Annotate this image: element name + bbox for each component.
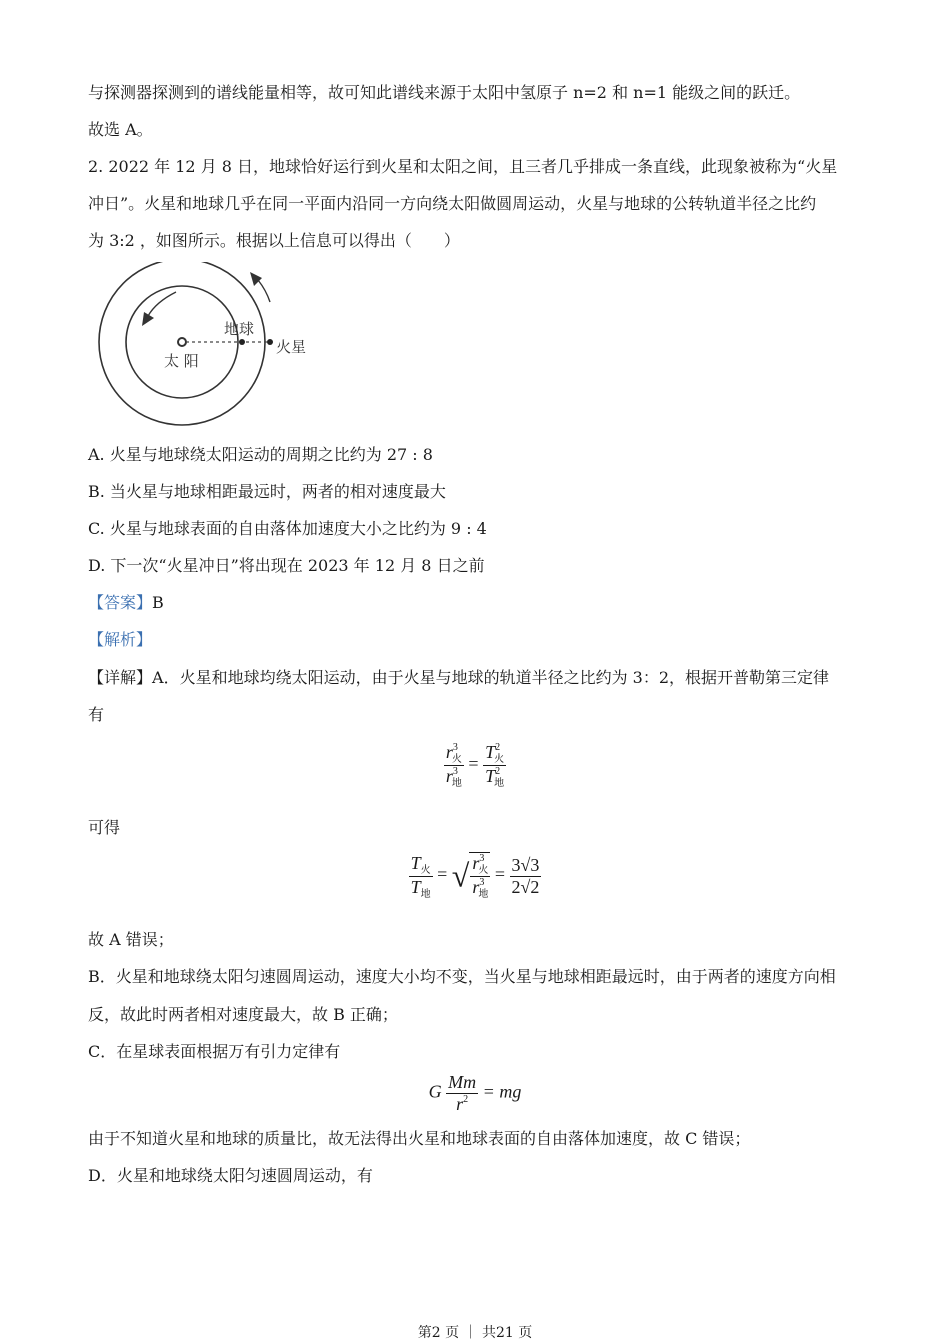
page-footer: 第2 页 ｜ 共21 页 bbox=[417, 1325, 533, 1341]
text-line: 故选 A。 bbox=[88, 120, 153, 139]
detail-line: B．火星和地球绕太阳匀速圆周运动，速度大小均不变，当火星与地球相距最远时，由于两者的速度方向相 bbox=[88, 967, 836, 986]
kepler-equation: $\frac{r^3_火}{r^3_地}$ = $\frac{T^2_火}{T^2_地}$ bbox=[445, 742, 505, 789]
detail-line: 由于不知道火星和地球的质量比，故无法得出火星和地球表面的自由落体加速度，故 C 错误； bbox=[88, 1129, 751, 1148]
text-line: 与探测器探测到的谱线能量相等，故可知此谱线来源于太阳中氢原子 n=2 和 n=1 能级之间的跃迁。 bbox=[88, 83, 801, 102]
question-line: 为 3:2 ，如图所示。根据以上信息可以得出（ ） bbox=[88, 231, 460, 250]
detail-line: 故 A 错误； bbox=[88, 930, 174, 949]
answer-line bbox=[88, 592, 164, 614]
mars-marker bbox=[267, 339, 273, 345]
question-line: 冲日”。火星和地球几乎在同一平面内沿同一方向绕太阳做圆周运动，火星与地球的公转轨道半径之比约 bbox=[88, 194, 817, 213]
answer-tag: 【答案】 bbox=[88, 593, 153, 612]
period-ratio-equation: $\frac{T_火}{T_地}$ = √ $\frac{r^3_火}{r^3_地}$ = $\frac{3√3}{2√2}$ bbox=[410, 852, 540, 900]
option-d: D. 下一次“火星冲日”将出现在 2023 年 12 月 8 日之前 bbox=[88, 556, 485, 575]
sun-marker bbox=[178, 338, 186, 346]
detail-tag: 【详解】 bbox=[88, 668, 153, 687]
earth-marker bbox=[239, 339, 245, 345]
mars-label: 火星 bbox=[276, 338, 307, 356]
detail-line: 可得 bbox=[88, 818, 121, 837]
detail-line: C．在星球表面根据万有引力定律有 bbox=[88, 1042, 341, 1061]
detail-line: 反，故此时两者相对速度最大，故 B 正确； bbox=[88, 1005, 398, 1024]
detail-line: D．火星和地球绕太阳匀速圆周运动，有 bbox=[88, 1166, 373, 1185]
option-b: B. 当火星与地球相距最远时，两者的相对速度最大 bbox=[88, 482, 446, 501]
detail-line bbox=[88, 667, 829, 689]
gravity-equation: G $\frac{Mm}{r^2}$ = mg bbox=[428, 1072, 522, 1114]
orbit-diagram bbox=[96, 262, 326, 428]
analysis-tag: 【解析】 bbox=[88, 630, 153, 649]
answer-value: B bbox=[152, 593, 164, 612]
earth-label: 地球 bbox=[224, 320, 255, 338]
option-a: A. 火星与地球绕太阳运动的周期之比约为 27 : 8 bbox=[88, 445, 433, 464]
question-line: 2. 2022 年 12 月 8 日，地球恰好运行到火星和太阳之间，且三者几乎排成一条直线，此现象被称为“火星 bbox=[88, 157, 838, 176]
detail-a-text: A．火星和地球均绕太阳运动，由于火星与地球的轨道半径之比约为 3：2，根据开普勒第三定律 bbox=[152, 668, 830, 687]
sun-label: 太 阳 bbox=[164, 352, 199, 370]
detail-line: 有 bbox=[88, 705, 105, 724]
option-c: C. 火星与地球表面的自由落体加速度大小之比约为 9 : 4 bbox=[88, 519, 487, 538]
